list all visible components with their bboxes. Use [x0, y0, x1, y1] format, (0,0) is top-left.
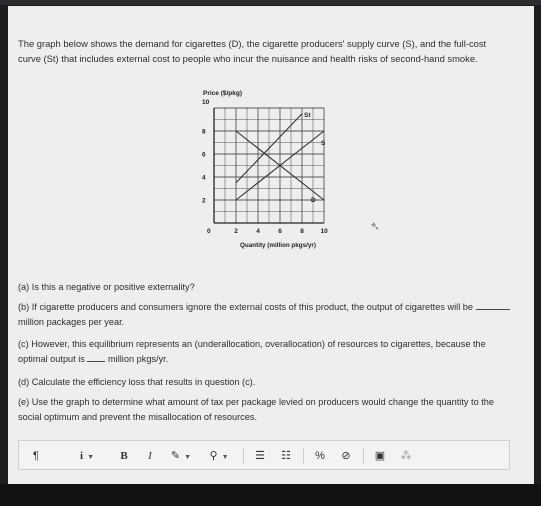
top-frame — [0, 0, 541, 5]
question-intro: The graph below shows the demand for cigarettes (D), the cigarette producers' supply curve (S), and the full-cost curve (St) that includes external cost to people who incur the nuisance and health risks of second-hand smoke. — [18, 38, 487, 64]
graph-grid — [214, 108, 324, 223]
x-tick-2: 2 — [234, 228, 238, 235]
part-b-suffix: million packages per year. — [18, 317, 125, 327]
part-a: (a) Is this a negative or positive externality? — [18, 282, 195, 292]
toolbar-divider — [243, 448, 244, 464]
paragraph-icon[interactable]: ¶ — [33, 450, 39, 462]
toolbar-divider — [303, 448, 304, 464]
y-tick-2: 2 — [202, 197, 206, 205]
brush-icon: ✎ — [170, 450, 181, 462]
image-icon[interactable]: ▣ — [374, 450, 386, 462]
cigarette-market-graph — [190, 85, 365, 255]
st-curve-label: St — [304, 112, 311, 119]
y-axis-title: Price ($/pkg) — [203, 90, 243, 97]
bold-button[interactable]: B — [120, 450, 128, 462]
chevron-down-icon: ▼ — [87, 453, 94, 461]
part-c — [18, 337, 510, 367]
part-c-blank[interactable] — [87, 352, 105, 362]
toolbar-divider — [363, 448, 364, 464]
numbered-list-icon[interactable]: ☷ — [281, 450, 291, 462]
chevron-down-icon: ▼ — [221, 454, 229, 461]
x-tick-labels — [234, 228, 328, 235]
italic-button[interactable]: I — [148, 450, 152, 462]
part-d: (d) Calculate the efficiency loss that results in question (c). — [18, 377, 256, 387]
x-axis-title: Quantity (million pkgs/yr) — [240, 242, 316, 249]
x-tick-6: 6 — [278, 228, 282, 235]
info-dropdown-button[interactable] — [73, 447, 101, 465]
bottom-frame — [0, 484, 541, 506]
link-icon[interactable]: % — [315, 450, 325, 462]
y-tick-8: 8 — [202, 128, 206, 136]
part-c-text: (c) However, this equilibrium represents an (underallocation, overallocation) of resources to cigarettes, because the optimal output is — [18, 339, 486, 364]
y-tick-labels — [202, 129, 206, 205]
x-tick-10: 10 — [320, 228, 328, 235]
info-icon: i — [80, 450, 84, 462]
pin-icon: ⚲ — [209, 450, 218, 462]
unlink-icon[interactable]: ⊘ — [341, 450, 351, 462]
d-curve-label: D — [311, 197, 316, 204]
s-curve-label: S — [321, 140, 326, 147]
brush-dropdown-button[interactable] — [167, 447, 195, 465]
answer-editor-toolbar — [18, 440, 510, 470]
bullet-list-icon[interactable]: ☰ — [255, 450, 265, 462]
mouse-cursor-icon: ➴ — [370, 219, 381, 233]
x-tick-4: 4 — [256, 228, 260, 235]
y-tick-4: 4 — [202, 174, 206, 182]
x-tick-8: 8 — [300, 228, 304, 235]
part-b-text: (b) If cigarette producers and consumers ignore the external costs of this product, the output of cigarettes will be — [18, 302, 474, 312]
special-character-icon[interactable]: ⁂ — [400, 450, 412, 462]
pin-dropdown-button[interactable] — [205, 447, 233, 465]
chevron-down-icon: ▼ — [184, 454, 192, 461]
origin-label: 0 — [207, 228, 211, 235]
part-c-suffix: million pkgs/yr. — [108, 354, 169, 364]
part-b — [18, 300, 510, 330]
part-e: (e) Use the graph to determine what amount of tax per package levied on producers would change the quantity to the social optimum and prevent the misallocation of resources. — [18, 397, 495, 422]
y-tick-6: 6 — [202, 151, 206, 159]
y-tick-10: 10 — [202, 99, 210, 106]
part-b-blank[interactable] — [476, 300, 510, 310]
